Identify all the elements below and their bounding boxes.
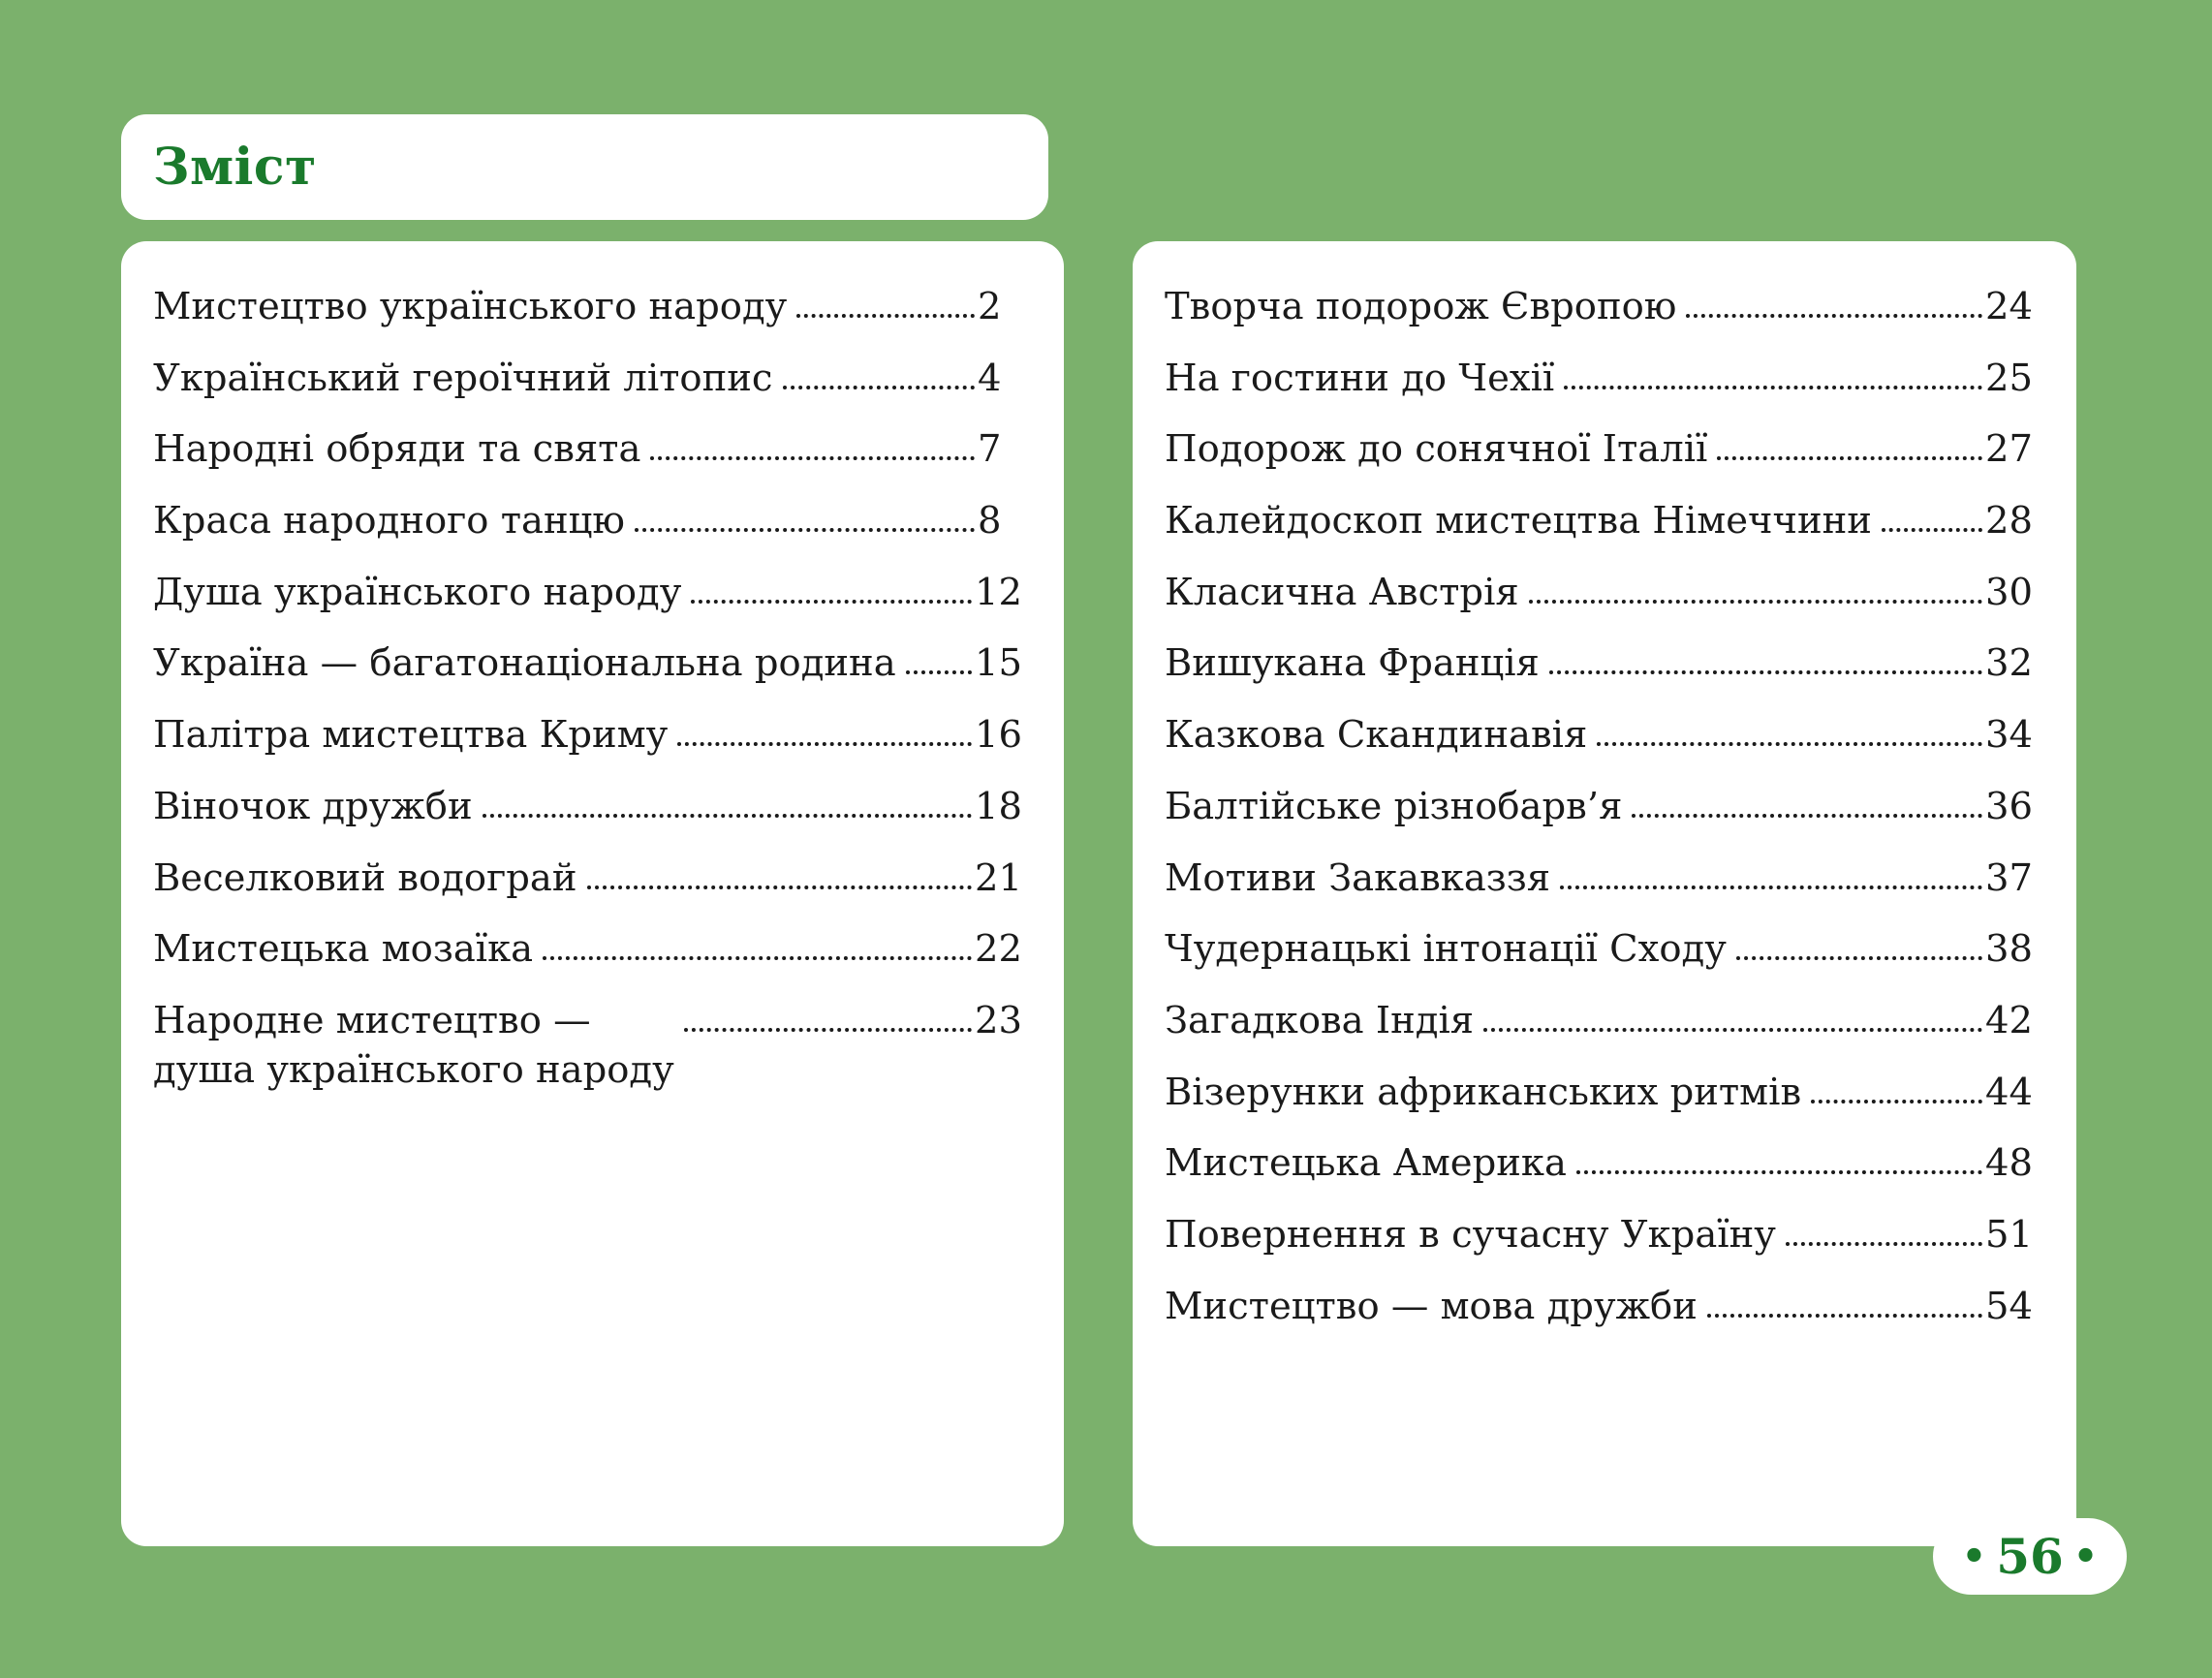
toc-panel-left: [121, 241, 1064, 1546]
toc-entry[interactable]: [153, 568, 1022, 639]
toc-entry-page: 23: [975, 998, 1022, 1042]
toc-entry-title: Повернення в сучасну Україну: [1165, 1212, 1776, 1257]
toc-entry-title: Подорож до сонячної Італії: [1165, 427, 1708, 472]
toc-dot-leader: [543, 956, 972, 960]
toc-entry-page: 54: [1985, 1284, 2033, 1328]
toc-entry-page: 12: [975, 570, 1022, 614]
toc-dot-leader: [677, 742, 972, 746]
toc-dot-leader: [684, 1028, 972, 1032]
toc-entry[interactable]: [1165, 354, 2033, 425]
toc-entry-title: Україна — багатонаціональна родина: [153, 641, 896, 686]
toc-entry-page: 15: [975, 641, 1022, 686]
toc-entry-title: Класична Австрія: [1165, 570, 1519, 614]
page-number-dot-right: •: [2072, 1534, 2099, 1579]
toc-entry-page: 7: [978, 427, 1002, 472]
toc-entry-page: 51: [1985, 1212, 2033, 1257]
toc-entry[interactable]: [1165, 424, 2033, 496]
toc-entry-title: Мистецтво українського народу: [153, 285, 788, 328]
toc-entry-title: Візерунки африканських ритмів: [1165, 1070, 1802, 1114]
toc-entry[interactable]: [1165, 1138, 2033, 1210]
toc-dot-leader: [1576, 1170, 1982, 1174]
toc-entry-title: Душа українського народу: [153, 570, 682, 614]
toc-entry[interactable]: [1165, 924, 2033, 996]
toc-entry-page: 18: [975, 784, 1022, 828]
toc-entry-page: 25: [1985, 356, 2033, 400]
toc-dot-leader: [587, 886, 972, 889]
toc-dot-leader: [796, 314, 975, 318]
toc-dot-leader: [1882, 528, 1982, 532]
toc-dot-leader: [1597, 742, 1982, 746]
toc-entry-page: 36: [1985, 784, 2033, 828]
toc-entry-page: 21: [975, 855, 1022, 900]
toc-dot-leader: [483, 814, 972, 818]
toc-dot-leader: [1686, 314, 1982, 318]
page-title: Зміст: [153, 138, 317, 197]
toc-entry-page: 42: [1985, 998, 2033, 1042]
toc-dot-leader: [1483, 1028, 1982, 1032]
toc-entry-page: 4: [978, 356, 1002, 400]
toc-entry[interactable]: [1165, 1210, 2033, 1282]
toc-dot-leader: [1632, 814, 1982, 818]
toc-entry[interactable]: [1165, 568, 2033, 639]
toc-entry[interactable]: [153, 424, 1022, 496]
toc-entry[interactable]: [153, 996, 1022, 1095]
toc-entry-title: Мистецтво — мова дружби: [1165, 1284, 1698, 1328]
toc-entry-page: 24: [1985, 285, 2033, 328]
toc-entry[interactable]: [1165, 1068, 2033, 1139]
toc-entry-title: Народне мистецтво — душа українського народу: [153, 998, 674, 1092]
page-number: 56: [1996, 1528, 2064, 1585]
toc-entry[interactable]: [153, 354, 1022, 425]
toc-entry[interactable]: [153, 782, 1022, 854]
toc-entry[interactable]: [153, 496, 1022, 568]
toc-entry[interactable]: [1165, 638, 2033, 710]
toc-entry-page: 16: [975, 713, 1022, 758]
toc-entry-title: Казкова Скандинавія: [1165, 713, 1588, 758]
toc-entry-page: 34: [1985, 713, 2033, 758]
toc-list-left: [153, 282, 1022, 1095]
toc-dot-leader: [1560, 886, 1982, 889]
toc-entry-page: 8: [978, 499, 1002, 544]
toc-dot-leader: [1549, 670, 1982, 674]
toc-entry[interactable]: [1165, 282, 2033, 354]
toc-entry-page: 22: [975, 927, 1022, 972]
toc-dot-leader: [1717, 456, 1982, 460]
toc-dot-leader: [635, 528, 975, 532]
page-number-dot-left: •: [1961, 1534, 1987, 1579]
toc-entry-title: Калейдоскоп мистецтва Німеччини: [1165, 499, 1872, 544]
toc-entry[interactable]: [153, 854, 1022, 925]
toc-entry[interactable]: [1165, 1282, 2033, 1353]
toc-entry[interactable]: [1165, 996, 2033, 1068]
toc-entry-page: 38: [1985, 927, 2033, 972]
toc-entry-page: 30: [1985, 570, 2033, 614]
toc-entry[interactable]: [1165, 782, 2033, 854]
toc-entry-page: 37: [1985, 855, 2033, 900]
toc-dot-leader: [783, 386, 976, 389]
toc-list-right: [1165, 282, 2033, 1352]
toc-entry[interactable]: [153, 282, 1022, 354]
toc-entry-page: 27: [1985, 427, 2033, 472]
toc-entry[interactable]: [1165, 710, 2033, 782]
toc-entry[interactable]: [153, 710, 1022, 782]
toc-entry-title: Вишукана Франція: [1165, 641, 1540, 686]
toc-entry-title: Віночок дружби: [153, 784, 473, 828]
toc-entry-page: 44: [1985, 1070, 2033, 1114]
toc-entry-title: На гостини до Чехії: [1165, 356, 1555, 400]
toc-entry-title: Краса народного танцю: [153, 499, 625, 544]
toc-dot-leader: [1564, 386, 1982, 389]
toc-entry-title: Чудернацькі інтонації Сходу: [1165, 927, 1727, 972]
toc-dot-leader: [1707, 1314, 1982, 1318]
toc-entry[interactable]: [1165, 496, 2033, 568]
toc-entry[interactable]: [153, 638, 1022, 710]
toc-panel-right: [1133, 241, 2076, 1546]
toc-dot-leader: [691, 600, 972, 604]
toc-dot-leader: [1736, 956, 1982, 960]
toc-entry-page: 48: [1985, 1141, 2033, 1186]
toc-entry-title: Палітра мистецтва Криму: [153, 713, 669, 758]
toc-entry-title: Мотиви Закавказзя: [1165, 855, 1551, 900]
toc-entry-title: Балтійське різнобарв’я: [1165, 784, 1623, 828]
toc-entry-title: Мистецька Америка: [1165, 1141, 1567, 1186]
toc-entry-title: Творча подорож Європою: [1165, 285, 1677, 328]
toc-entry-page: 2: [978, 285, 1002, 328]
toc-entry-title: Веселковий водограй: [153, 855, 577, 900]
toc-entry-title: Загадкова Індія: [1165, 998, 1475, 1042]
toc-entry-page: 28: [1985, 499, 2033, 544]
toc-dot-leader: [650, 456, 975, 460]
page-number-badge: [1933, 1518, 2127, 1595]
toc-entry-title: Мистецька мозаїка: [153, 927, 534, 972]
title-box: [121, 114, 1048, 220]
toc-entry[interactable]: [153, 924, 1022, 996]
toc-dot-leader: [906, 670, 972, 674]
toc-entry-page: 32: [1985, 641, 2033, 686]
toc-entry-title: Народні обряди та свята: [153, 427, 641, 472]
toc-dot-leader: [1811, 1100, 1982, 1103]
toc-entry[interactable]: [1165, 854, 2033, 925]
toc-entry-title: Український героїчний літопис: [153, 356, 773, 400]
toc-dot-leader: [1786, 1242, 1982, 1246]
toc-dot-leader: [1529, 600, 1982, 604]
